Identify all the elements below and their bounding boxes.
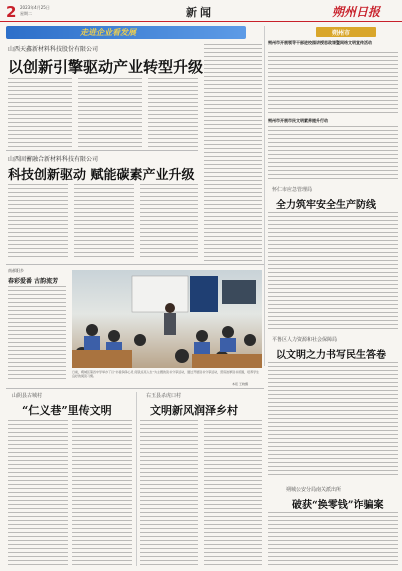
photo-caption: 日前，朔城区第四中学举办了以“书香润泽心灵 阅读点亮人生”为主题的读书分享活动，通过开展读书分享活动，营造浓厚读书氛围，培养学生良好的阅读习惯。 [72, 370, 260, 378]
article1-body-col2 [78, 78, 142, 148]
bottom-left-kicker: 山阴县古城村 [12, 393, 43, 399]
photo-credit: 本报 王晓摄 [232, 382, 248, 386]
column-divider [136, 392, 137, 566]
article1-kicker: 山西天鑫新材料科技股份有限公司 [8, 46, 99, 53]
right-item4-body [268, 362, 398, 478]
bottom-mid-headline: 文明新风润泽乡村 [150, 404, 238, 417]
bottom-mid-kicker: 右玉县杀虎口村 [146, 393, 182, 399]
article1-body-col3 [148, 78, 198, 148]
banner-label: 走进企业看发展 [80, 28, 136, 37]
divider [6, 388, 264, 389]
article2-body-col3 [140, 184, 198, 260]
article2-kicker: 山西固蓄融合新材料科技有限公司 [8, 156, 99, 163]
bottom-left-body-col2 [72, 420, 132, 566]
section-title: 新闻 [186, 6, 214, 19]
issue-weekday: 星期二 [20, 11, 32, 16]
bottom-left-body [8, 420, 68, 566]
photo-scene [72, 270, 262, 368]
masthead [0, 0, 402, 22]
right-tag [316, 27, 376, 37]
bottom-mid-body [140, 420, 198, 566]
article2-headline: 科技创新驱动 赋能碳素产业升级 [8, 168, 195, 183]
right-headline3: 全力筑牢安全生产防线 [276, 200, 376, 211]
classroom-photo [72, 270, 262, 368]
right-kicker4: 平鲁区人力资源和社会保障局 [272, 337, 338, 343]
right-item1-headline: 朔州市开展领导干部进校园讲授思政课暨网络文明宣传活动 [268, 40, 372, 45]
feature-banner [6, 26, 246, 39]
article3-headline: 春彩爱番 古韵流芳 [8, 278, 59, 285]
right-headline5: 破获“换零钱”诈骗案 [292, 500, 384, 511]
divider [6, 264, 264, 265]
right-kicker3: 怀仁市应急管理局 [272, 187, 313, 193]
newspaper-logo: 朔州日报 [332, 5, 381, 19]
article3-body [8, 286, 66, 380]
page-number: 2 [6, 3, 17, 21]
right-item2-headline: 朔州市开展市民文明素养提升行动 [268, 118, 328, 123]
right-tag-label: 朔州市 [332, 30, 351, 37]
middle-column-text [204, 44, 262, 264]
bottom-left-headline: “仁义巷”里传文明 [22, 404, 112, 417]
bottom-mid-body-col2 [204, 420, 262, 566]
right-kicker5: 朔城公安分局南关派出所 [286, 487, 342, 493]
right-item1-body [268, 52, 398, 116]
right-item3-body [268, 212, 398, 330]
article1-body [8, 78, 72, 148]
article3-kicker: 南郝阳乡 [8, 268, 24, 273]
divider [6, 150, 198, 151]
right-item2-body [268, 126, 398, 180]
issue-date: 2023年4月25日 [20, 5, 50, 10]
column-divider [264, 26, 265, 366]
article1-headline: 以创新引擎驱动产业转型升级 [8, 58, 204, 76]
article2-body [8, 184, 68, 260]
right-headline4: 以文明之力书写民生答卷 [276, 350, 386, 361]
article2-body-col2 [74, 184, 134, 260]
right-item5-body [268, 512, 398, 568]
